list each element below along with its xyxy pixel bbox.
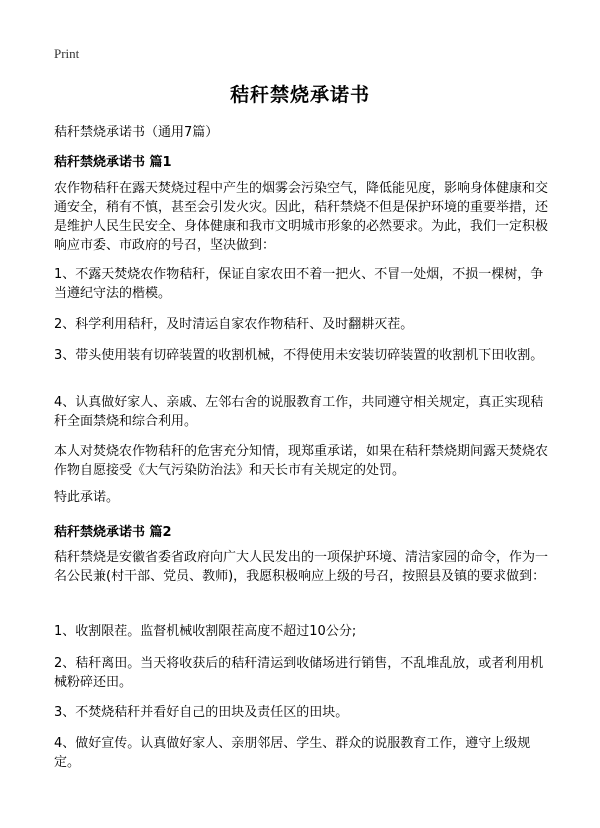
print-link[interactable]: Print bbox=[54, 46, 80, 61]
paragraph: 2、秸秆离田。当天将收获后的秸秆清运到收储场进行销售，不乱堆乱放，或者利用机械粉碎还田。 bbox=[54, 656, 544, 690]
paragraph: 本人对焚烧农作物秸秆的危害充分知情，现郑重承诺，如果在秸秆禁烧期间露天焚烧农作物自愿接受《大气污染防治法》和天长市有关规定的处罚。 bbox=[54, 444, 549, 478]
paragraph: 4、做好宣传。认真做好家人、亲朋邻居、学生、群众的说服教育工作，遵守上级规定。 bbox=[54, 736, 531, 770]
paragraph: 特此承诺。 bbox=[54, 490, 120, 505]
document-subtitle: 秸秆禁烧承诺书（通用7篇） bbox=[54, 125, 219, 140]
paragraph: 3、不焚烧秸秆并看好自己的田块及责任区的田块。 bbox=[54, 705, 349, 720]
paragraph: 秸秆禁烧是安徽省委省政府向广大人民发出的一项保护环境、清洁家园的命令，作为一名公民兼(村干部、党员、教师)，我愿积极响应上级的号召，按照县及镇的要求做到： bbox=[54, 550, 549, 584]
paragraph: 农作物秸秆在露天焚烧过程中产生的烟雾会污染空气，降低能见度，影响身体健康和交通安全，稍有不慎，甚至会引发火灾。因此，秸秆禁烧不但是保护环境的重要举措，还是维护人民生民安全、身体健康和我市文明城市形象的必然要求。为此，我们一定积极响应市委、市政府的号召，坚决做到： bbox=[54, 181, 549, 253]
paragraph: 4、认真做好家人、亲戚、左邻右舍的说服教育工作，共同遵守相关规定，真正实现秸秆全面禁烧和综合利用。 bbox=[54, 395, 544, 429]
paragraph: 1、不露天焚烧农作物秸秆，保证自家农田不着一把火、不冒一处烟，不损一棵树，争当遵纪守法的楷模。 bbox=[54, 267, 544, 301]
section-heading: 秸秆禁烧承诺书 篇2 bbox=[54, 525, 172, 540]
paragraph: 3、带头使用装有切碎装置的收割机械，不得使用未安装切碎装置的收割机下田收割。 bbox=[54, 348, 544, 363]
section-heading: 秸秆禁烧承诺书 篇1 bbox=[54, 155, 172, 170]
document-title: 秸秆禁烧承诺书 bbox=[229, 84, 370, 106]
paragraph: 2、科学利用秸秆，及时清运自家农作物秸秆、及时翻耕灭茬。 bbox=[54, 317, 414, 332]
paragraph: 1、收割限茬。监督机械收割限茬高度不超过10公分; bbox=[54, 624, 357, 639]
